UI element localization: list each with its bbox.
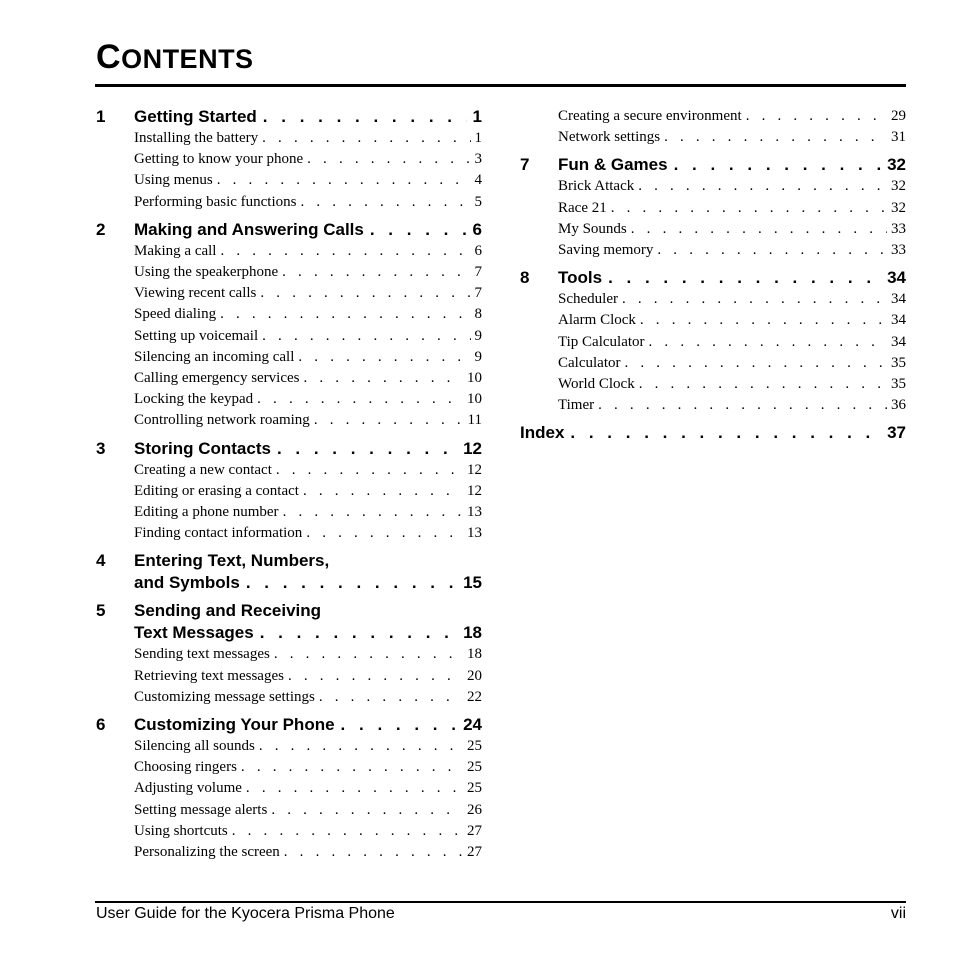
entry-page: 9 [474,348,482,365]
entry-page: 22 [467,688,482,705]
dot-leader [232,821,463,842]
entry-title: Calling emergency services [134,370,300,387]
entry-page: 29 [891,108,906,124]
page-footer [96,904,906,924]
entry-page: 33 [891,220,906,237]
entry-title: Network settings [558,129,661,146]
entry-page: 32 [891,199,906,216]
toc-entry[interactable] [96,283,482,304]
entry-title: Customizing message settings [134,688,315,705]
entry-title: Saving memory [558,242,654,259]
chapter-number: 8 [520,268,530,288]
entry-title: Brick Attack [558,178,635,195]
chapter-heading[interactable] [520,267,906,289]
entry-title: Calculator [558,354,621,371]
toc-chapter [520,154,906,261]
entry-page: 12 [467,461,482,478]
entry-page: 4 [474,172,482,189]
chapter-page: 32 [887,155,906,175]
dot-leader [598,395,887,416]
entry-title: Using shortcuts [134,822,228,839]
entry-page: 13 [467,525,482,542]
chapter-page: 18 [463,623,482,643]
chapter-number: 1 [96,107,106,126]
chapter-heading[interactable] [96,572,482,594]
toc-entry[interactable] [96,666,482,687]
footer-divider [95,901,906,903]
toc-entry[interactable] [520,310,906,331]
chapter-heading-line1[interactable] [96,600,482,622]
chapter-page: 6 [472,219,482,239]
dot-leader [570,422,881,444]
entry-page: 35 [891,354,906,371]
entry-page: 27 [467,844,482,861]
toc-left-column [96,106,482,869]
toc-entry[interactable] [96,644,482,665]
entry-title: Setting message alerts [134,801,268,818]
chapter-title: Tools [558,268,603,288]
dot-leader [241,757,463,778]
dot-leader [608,267,881,289]
entry-page: 34 [891,333,906,350]
entry-page: 1 [474,130,482,146]
dot-leader [657,240,887,261]
entry-page: 7 [474,285,482,302]
entry-page: 11 [467,412,482,429]
entry-title: Installing the battery [134,130,259,146]
dot-leader [276,460,463,481]
toc-chapter [96,600,482,708]
dot-leader [306,523,463,544]
dot-leader [319,687,463,708]
dot-leader [277,438,457,460]
entry-page: 31 [891,129,906,146]
toc-chapter [96,714,482,863]
toc-chapter [96,106,482,213]
entry-page: 5 [474,193,482,210]
chapter-heading[interactable] [96,106,482,128]
entry-page: 34 [891,312,906,329]
dot-leader [259,736,463,757]
toc-entry[interactable] [520,332,906,353]
toc-entry[interactable] [520,395,906,416]
toc-entry[interactable] [520,353,906,374]
index-entry[interactable] [520,422,906,444]
dot-leader [674,154,881,176]
entry-title: My Sounds [558,220,627,237]
entry-title: Using menus [134,172,213,189]
entry-title: Editing a phone number [134,504,279,521]
entry-page: 6 [474,242,482,259]
dot-leader [640,310,887,331]
entry-page: 32 [891,178,906,195]
toc-entry[interactable] [520,198,906,219]
dot-leader [307,149,470,170]
footer-page-number: vii [890,905,906,922]
chapter-number: 4 [96,551,106,571]
dot-leader [220,241,470,262]
toc-continued-entries [520,106,906,148]
entry-title: Making a call [134,242,217,259]
dot-leader [639,374,887,395]
footer-guide-title: User Guide for the Kyocera Prisma Phone [96,905,395,922]
entry-title: Sending text messages [134,646,270,663]
dot-leader [624,353,887,374]
chapter-title: Making and Answering Calls [134,219,364,239]
dot-leader [284,842,463,863]
entry-page: 26 [467,801,482,818]
entry-page: 25 [467,780,482,797]
chapter-heading[interactable] [96,438,482,460]
dot-leader [283,502,463,523]
dot-leader [288,666,463,687]
dot-leader [611,198,887,219]
entry-title: Using the speakerphone [134,264,279,281]
chapter-number: 2 [96,219,106,239]
toc-entry[interactable] [520,176,906,197]
entry-page: 9 [474,327,482,344]
chapter-heading[interactable] [96,219,482,241]
toc-entry[interactable] [96,192,482,213]
entry-page: 20 [467,667,482,684]
chapter-page: 12 [463,438,482,458]
chapter-title: Storing Contacts [134,438,271,458]
toc-entry[interactable] [96,262,482,283]
toc-entry[interactable] [96,757,482,778]
toc-entry[interactable] [96,502,482,523]
chapter-heading[interactable] [96,622,482,644]
dot-leader [314,410,464,431]
entry-title: Controlling network roaming [134,412,310,429]
toc-chapter [96,219,482,432]
dot-leader [622,289,887,310]
entry-page: 3 [474,151,482,168]
dot-leader [649,332,887,353]
chapter-page: 1 [472,107,482,126]
dot-leader [246,778,463,799]
entry-title: Personalizing the screen [134,844,280,861]
entry-title: Performing basic functions [134,193,297,210]
chapter-page: 15 [463,573,482,593]
toc-entry[interactable] [96,241,482,262]
title-divider [95,84,906,87]
toc-entry[interactable] [520,219,906,240]
dot-leader [746,106,887,127]
dot-leader [300,192,470,213]
entry-page: 8 [474,306,482,323]
toc-entry[interactable] [96,149,482,170]
entry-title: Adjusting volume [134,780,242,797]
entry-page: 33 [891,242,906,259]
dot-leader [303,481,463,502]
entry-page: 13 [467,504,482,521]
dot-leader [638,176,887,197]
toc-entry[interactable] [96,842,482,863]
entry-title: Getting to know your phone [134,151,304,168]
dot-leader [262,128,470,149]
entry-title: Viewing recent calls [134,285,257,302]
toc-chapter [96,550,482,594]
dot-leader [282,262,470,283]
chapter-number: 6 [96,715,106,735]
dot-leader [274,644,463,665]
toc-entry[interactable] [96,389,482,410]
entry-title: Retrieving text messages [134,667,284,684]
toc-chapter [96,438,482,545]
toc-entry[interactable] [96,410,482,431]
entry-page: 36 [891,397,906,414]
chapter-number: 3 [96,438,106,458]
entry-page: 25 [467,759,482,776]
toc-entry[interactable] [520,127,906,148]
toc-entry[interactable] [96,800,482,821]
entry-page: 35 [891,376,906,393]
entry-title: Alarm Clock [558,312,636,329]
toc-entry[interactable] [96,170,482,191]
dot-leader [370,219,467,241]
chapter-page: 24 [463,715,482,735]
dot-leader [298,347,470,368]
toc-entry[interactable] [96,128,482,149]
entry-title: Race 21 [558,199,607,216]
chapter-heading[interactable] [520,154,906,176]
entry-title: Creating a secure environment [558,108,742,124]
dot-leader [262,326,470,347]
entry-page: 25 [467,738,482,755]
toc-chapter [520,267,906,416]
entry-page: 12 [467,482,482,499]
toc-entry[interactable] [520,106,906,127]
toc-right-column [520,106,906,444]
entry-title: Timer [558,397,595,414]
chapter-title: Customizing Your Phone [134,715,335,735]
toc-entry[interactable] [96,347,482,368]
dot-leader [304,368,464,389]
toc-entry[interactable] [520,240,906,261]
toc-entry[interactable] [96,687,482,708]
entry-title: Tip Calculator [558,333,645,350]
dot-leader [246,572,457,594]
dot-leader [220,304,470,325]
toc-entry[interactable] [96,304,482,325]
chapter-title-line1: Entering Text, Numbers, [134,551,330,571]
entry-title: Scheduler [558,291,618,308]
entry-title: Speed dialing [134,306,217,323]
toc-entry[interactable] [96,368,482,389]
toc-entry[interactable] [520,289,906,310]
dot-leader [341,714,458,736]
entry-title: Creating a new contact [134,461,272,478]
toc-entry[interactable] [520,374,906,395]
index-page: 37 [887,423,906,443]
index-title: Index [520,423,565,443]
toc-entry[interactable] [96,326,482,347]
chapter-title-line1: Sending and Receiving [134,601,322,621]
entry-page: 27 [467,822,482,839]
entry-title: Locking the keypad [134,391,254,408]
dot-leader [631,219,887,240]
chapter-title: Fun & Games [558,155,668,175]
chapter-title: and Symbols [134,573,240,593]
dot-leader [664,127,887,148]
entry-title: Choosing ringers [134,759,237,776]
dot-leader [257,389,463,410]
dot-leader [271,800,463,821]
entry-title: Silencing an incoming call [134,348,295,365]
toc-entry[interactable] [96,481,482,502]
entry-title: Finding contact information [134,525,303,542]
chapter-heading-line1[interactable] [96,550,482,572]
toc-entry[interactable] [96,460,482,481]
entry-page: 10 [467,391,482,408]
dot-leader [263,106,467,128]
entry-title: Setting up voicemail [134,327,259,344]
toc-entry[interactable] [96,821,482,842]
toc-entry[interactable] [96,736,482,757]
entry-title: World Clock [558,376,635,393]
chapter-title: Text Messages [134,623,254,643]
entry-title: Editing or erasing a contact [134,482,299,499]
entry-title: Silencing all sounds [134,738,255,755]
page-title: CONTENTS [96,38,254,76]
dot-leader [260,283,470,304]
entry-page: 10 [467,370,482,387]
chapter-page: 34 [887,268,906,288]
entry-page: 18 [467,646,482,663]
entry-page: 7 [474,264,482,281]
dot-leader [260,622,457,644]
toc-entry[interactable] [96,523,482,544]
toc-entry[interactable] [96,778,482,799]
entry-page: 34 [891,291,906,308]
chapter-number: 5 [96,601,106,621]
dot-leader [217,170,471,191]
chapter-title: Getting Started [134,107,257,126]
chapter-number: 7 [520,155,530,175]
chapter-heading[interactable] [96,714,482,736]
